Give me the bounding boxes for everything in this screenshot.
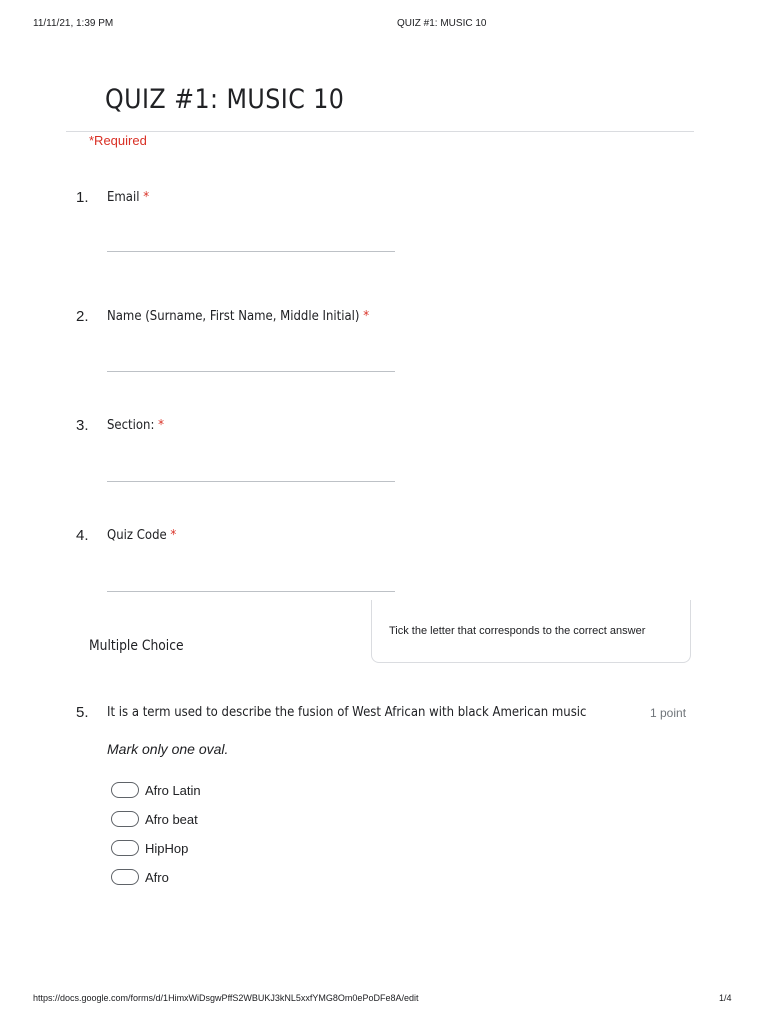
- radio-oval[interactable]: [111, 840, 139, 856]
- question-3-label: [107, 418, 164, 433]
- question-5-number: 5.: [76, 704, 89, 721]
- section-description-card: [371, 600, 691, 663]
- question-4-label: [107, 528, 176, 543]
- question-1-text: Email: [107, 190, 140, 205]
- question-5-text: It is a term used to describe the fusion of West African with black American music: [107, 705, 587, 720]
- option-label: HipHop: [145, 840, 189, 856]
- required-note: *Required: [89, 133, 147, 148]
- question-2-number: 2.: [76, 308, 89, 325]
- footer-url: https://docs.google.com/forms/d/1HimxWiDsgwPffS2WBUKJ3kNL5xxfYMG8Om0ePoDFe8A/edit: [33, 993, 419, 1003]
- section-field[interactable]: [107, 481, 395, 482]
- option-afro-latin[interactable]: [111, 780, 201, 800]
- question-4-text: Quiz Code: [107, 528, 167, 543]
- question-2-label: [107, 309, 369, 324]
- question-3-text: Section:: [107, 418, 155, 433]
- option-label: Afro beat: [145, 811, 198, 827]
- question-5-instruction: Mark only one oval.: [107, 741, 229, 757]
- points-badge: 1 point: [650, 706, 687, 720]
- page-number: 1/4: [719, 993, 732, 1003]
- email-field[interactable]: [107, 251, 395, 252]
- radio-oval[interactable]: [111, 811, 139, 827]
- required-asterisk: *: [143, 190, 150, 205]
- option-label: Afro: [145, 869, 169, 885]
- question-1-label: [107, 190, 149, 205]
- question-4-number: 4.: [76, 527, 89, 544]
- question-1-number: 1.: [76, 189, 89, 206]
- option-afro[interactable]: [111, 867, 169, 887]
- option-hiphop[interactable]: [111, 838, 188, 858]
- question-2-text: Name (Surname, First Name, Middle Initial): [107, 309, 360, 324]
- print-doc-title: QUIZ #1: MUSIC 10: [397, 18, 487, 29]
- name-field[interactable]: [107, 371, 395, 372]
- radio-oval[interactable]: [111, 869, 139, 885]
- form-title: QUIZ #1: MUSIC 10: [105, 84, 345, 115]
- section-title: Multiple Choice: [89, 638, 184, 654]
- required-asterisk: *: [158, 418, 164, 433]
- question-3-number: 3.: [76, 417, 89, 434]
- radio-oval[interactable]: [111, 782, 139, 798]
- option-afro-beat[interactable]: [111, 809, 198, 829]
- title-divider: [66, 131, 694, 132]
- required-asterisk: *: [363, 309, 370, 324]
- option-label: Afro Latin: [145, 782, 201, 798]
- required-asterisk: *: [170, 528, 177, 543]
- quiz-code-field[interactable]: [107, 591, 395, 592]
- section-description: Tick the letter that corresponds to the correct answer: [389, 625, 646, 637]
- print-datetime: 11/11/21, 1:39 PM: [33, 18, 114, 29]
